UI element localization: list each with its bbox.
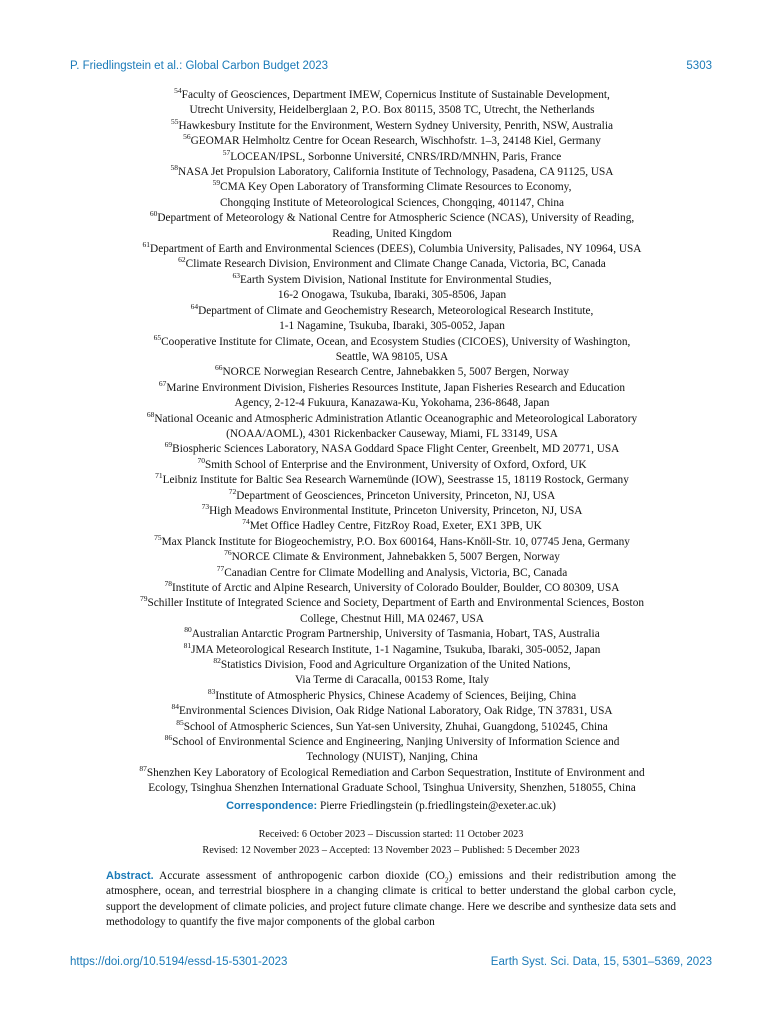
affiliation-line: (NOAA/AOML), 4301 Rickenbacker Causeway, Miami, FL 33149, USA bbox=[226, 427, 558, 440]
affiliation-item bbox=[105, 211, 679, 242]
affiliation-line: Australian Antarctic Program Partnership, University of Tasmania, Hobart, TAS, Australia bbox=[191, 628, 600, 641]
affiliation-item bbox=[105, 134, 679, 149]
affiliation-line: National Oceanic and Atmospheric Administration Atlantic Oceanographic and Meteorological Laboratory bbox=[154, 412, 638, 425]
affiliation-number: 65 bbox=[153, 332, 162, 342]
running-title: P. Friedlingstein et al.: Global Carbon Budget 2023 bbox=[70, 60, 329, 72]
affiliation-item bbox=[105, 658, 679, 689]
affiliation-line: Cooperative Institute for Climate, Ocean, and Ecosystem Studies (CICOES), University of Washington, bbox=[161, 335, 631, 348]
dates-line-2: Revised: 12 November 2023 – Accepted: 13 November 2023 – Published: 5 December 2023 bbox=[202, 844, 580, 856]
affiliation-number: 78 bbox=[164, 579, 173, 589]
affiliation-line: Earth System Division, National Institute for Environmental Studies, bbox=[239, 273, 552, 286]
affiliation-item bbox=[105, 365, 679, 380]
affiliation-line: School of Environmental Science and Engineering, Nanjing University of Information Science and bbox=[172, 736, 620, 749]
affiliation-number: 83 bbox=[207, 687, 216, 697]
affiliation-line: Smith School of Enterprise and the Environment, University of Oxford, Oxford, UK bbox=[204, 458, 587, 471]
affiliation-number: 55 bbox=[171, 117, 179, 127]
affiliation-line: Utrecht University, Heidelberglaan 2, P.O. Box 80115, 3508 TC, Utrecht, the Netherlands bbox=[189, 104, 595, 117]
abstract-label: Abstract. bbox=[106, 870, 154, 882]
affiliation-line: CMA Key Open Laboratory of Transforming Climate Resources to Economy, bbox=[220, 181, 572, 194]
affiliation-item bbox=[105, 242, 679, 257]
affiliation-number: 84 bbox=[171, 702, 179, 712]
affiliation-item bbox=[105, 455, 679, 473]
affiliation-item bbox=[105, 409, 679, 443]
affiliation-line: NORCE Climate & Environment, Jahnebakken 5, 5007 Bergen, Norway bbox=[231, 551, 560, 564]
affiliation-item bbox=[105, 689, 679, 704]
affiliation-line: High Meadows Environmental Institute, Princeton University, Princeton, NJ, USA bbox=[209, 504, 583, 517]
affiliation-number: 72 bbox=[228, 486, 237, 496]
affiliation-number: 66 bbox=[215, 363, 223, 373]
affiliation-number: 63 bbox=[232, 271, 240, 281]
affiliation-item bbox=[105, 273, 679, 304]
publication-dates bbox=[0, 827, 782, 858]
affiliation-number: 87 bbox=[139, 764, 147, 774]
dates-line-1: Received: 6 October 2023 – Discussion started: 11 October 2023 bbox=[258, 829, 524, 840]
affiliation-line: Leibniz Institute for Baltic Sea Research Warnemünde (IOW), Seestrasse 15, 18119 Rostock, Germany bbox=[162, 474, 629, 487]
affiliation-item bbox=[105, 581, 679, 596]
abstract-text-1: Accurate assessment of anthropogenic carbon dioxide (CO bbox=[159, 870, 445, 882]
affiliation-list bbox=[105, 88, 679, 797]
affiliation-line: Ecology, Tsinghua Shenzhen International Graduate School, Tsinghua University, Shenzhen, 518055, China bbox=[148, 782, 636, 795]
doi-link[interactable]: https://doi.org/10.5194/essd-15-5301-2023 bbox=[70, 956, 288, 968]
abstract-subscript: 2 bbox=[444, 875, 449, 885]
affiliation-item bbox=[105, 735, 679, 766]
affiliation-number: 80 bbox=[184, 625, 192, 635]
affiliation-number: 56 bbox=[183, 132, 191, 142]
affiliation-line: Statistics Division, Food and Agriculture Organization of the United Nations, bbox=[220, 659, 571, 672]
affiliation-line: Technology (NUIST), Nanjing, China bbox=[306, 751, 478, 764]
affiliation-line: School of Atmospheric Sciences, Sun Yat-sen University, Zhuhai, Guangdong, 510245, China bbox=[183, 720, 608, 733]
affiliation-line: Faculty of Geosciences, Department IMEW, Copernicus Institute of Sustainable Development, bbox=[181, 89, 610, 101]
affiliation-line: Department of Geosciences, Princeton University, Princeton, NJ, USA bbox=[236, 489, 556, 502]
affiliation-number: 67 bbox=[158, 378, 167, 388]
affiliation-line: Schiller Institute of Integrated Science and Society, Department of Earth and Environmental Sciences, Boston bbox=[147, 597, 644, 610]
affiliation-line: Canadian Centre for Climate Modelling and Analysis, Victoria, BC, Canada bbox=[224, 566, 568, 579]
page-number: 5303 bbox=[686, 60, 712, 72]
affiliation-line: Reading, United Kingdom bbox=[332, 227, 452, 240]
affiliation-line: Department of Meteorology & National Centre for Atmospheric Science (NCAS), University of Reading, bbox=[157, 212, 635, 225]
affiliation-number: 61 bbox=[142, 240, 151, 250]
correspondence-text[interactable]: Pierre Friedlingstein (p.friedlingstein@exeter.ac.uk) bbox=[319, 800, 556, 812]
affiliation-item bbox=[105, 301, 679, 335]
affiliation-number: 81 bbox=[183, 640, 192, 650]
affiliation-line: JMA Meteorological Research Institute, 1-1 Nagamine, Tsukuba, Ibaraki, 305-0052, Japan bbox=[191, 643, 601, 656]
affiliation-line: Department of Earth and Environmental Sciences (DEES), Columbia University, Palisades, NY 10964, USA bbox=[150, 243, 642, 256]
journal-citation: Earth Syst. Sci. Data, 15, 5301–5369, 2023 bbox=[490, 956, 712, 968]
affiliation-number: 58 bbox=[170, 163, 179, 173]
affiliation-number: 77 bbox=[216, 563, 225, 573]
affiliation-number: 69 bbox=[164, 440, 173, 450]
affiliation-number: 86 bbox=[164, 733, 173, 743]
affiliation-item bbox=[105, 519, 679, 534]
affiliation-line: Institute of Arctic and Alpine Research, University of Colorado Boulder, Boulder, CO 80309, USA bbox=[172, 582, 620, 594]
affiliation-number: 71 bbox=[155, 471, 163, 481]
affiliation-number: 79 bbox=[140, 594, 148, 604]
affiliation-number: 68 bbox=[146, 409, 155, 419]
affiliation-item bbox=[105, 627, 679, 642]
affiliation-item bbox=[105, 473, 679, 488]
affiliation-number: 73 bbox=[201, 502, 210, 512]
affiliation-item bbox=[105, 535, 679, 550]
affiliation-number: 74 bbox=[242, 517, 250, 527]
affiliation-line: Max Planck Institute for Biogeochemistry, P.O. Box 600164, Hans-Knöll-Str. 10, 07745 Jena, Germany bbox=[161, 535, 630, 548]
affiliation-number: 76 bbox=[224, 548, 232, 558]
affiliation-line: Climate Research Division, Environment and Climate Change Canada, Victoria, BC, Canada bbox=[185, 258, 606, 271]
affiliation-line: LOCEAN/IPSL, Sorbonne Université, CNRS/IRD/MNHN, Paris, France bbox=[230, 150, 562, 163]
affiliation-line: College, Chestnut Hill, MA 02467, USA bbox=[300, 612, 484, 625]
affiliation-line: GEOMAR Helmholtz Centre for Ocean Research, Wischhofstr. 1–3, 24148 Kiel, Germany bbox=[190, 135, 601, 148]
correspondence-label: Correspondence: bbox=[226, 800, 318, 812]
affiliation-line: 16-2 Onogawa, Tsukuba, Ibaraki, 305-8506, Japan bbox=[277, 289, 507, 302]
affiliation-line: NORCE Norwegian Research Centre, Jahnebakken 5, 5007 Bergen, Norway bbox=[222, 366, 569, 379]
affiliation-line: Seattle, WA 98105, USA bbox=[335, 350, 449, 363]
affiliation-item bbox=[105, 378, 679, 412]
abstract-text-2: ) emissions and their redistribution among the atmosphere, ocean, and terrestrial biosphere in a changing climate is critical to better understand the global carbon cycle, support the development of climate policies, and project future climate change. Here we describe and synthesize data sets and methodology to quantify the five major components of the global carbon bbox=[106, 870, 676, 929]
affiliation-number: 62 bbox=[178, 255, 186, 265]
affiliation-item bbox=[105, 88, 679, 119]
affiliation-item bbox=[105, 165, 679, 180]
affiliation-line: Shenzhen Key Laboratory of Ecological Remediation and Carbon Sequestration, Institute of Environment and bbox=[146, 766, 645, 779]
affiliation-item bbox=[105, 704, 679, 719]
affiliation-number: 57 bbox=[222, 147, 231, 157]
affiliation-number: 70 bbox=[197, 455, 205, 465]
abstract bbox=[106, 869, 676, 931]
affiliation-line: Environmental Sciences Division, Oak Ridge National Laboratory, Oak Ridge, TN 37831, USA bbox=[178, 705, 613, 718]
affiliation-item bbox=[105, 486, 679, 504]
affiliation-line: Chongqing Institute of Meteorological Sciences, Chongqing, 401147, China bbox=[219, 196, 565, 209]
affiliation-item bbox=[105, 180, 679, 211]
affiliation-item bbox=[105, 766, 679, 797]
affiliation-item bbox=[105, 550, 679, 565]
affiliation-line: 1-1 Nagamine, Tsukuba, Ibaraki, 305-0052, Japan bbox=[279, 320, 505, 333]
affiliation-item bbox=[105, 504, 679, 519]
affiliation-number: 85 bbox=[176, 717, 184, 727]
affiliation-item bbox=[105, 596, 679, 627]
affiliation-line: Met Office Hadley Centre, FitzRoy Road, Exeter, EX1 3PB, UK bbox=[249, 520, 542, 533]
affiliation-line: Biospheric Sciences Laboratory, NASA Goddard Space Flight Center, Greenbelt, MD 20771, USA bbox=[172, 443, 620, 456]
affiliation-item bbox=[105, 442, 679, 457]
affiliation-item bbox=[105, 717, 679, 735]
correspondence bbox=[0, 800, 782, 812]
affiliation-line: Agency, 2-12-4 Fukuura, Kanazawa-Ku, Yokohama, 236-8648, Japan bbox=[234, 397, 550, 410]
affiliation-line: Institute of Atmospheric Physics, Chinese Academy of Sciences, Beijing, China bbox=[215, 689, 577, 702]
affiliation-number: 54 bbox=[174, 86, 182, 96]
affiliation-number: 64 bbox=[190, 301, 199, 311]
affiliation-item bbox=[105, 640, 679, 658]
affiliation-line: Department of Climate and Geochemistry Research, Meteorological Research Institute, bbox=[198, 304, 594, 317]
affiliation-line: Hawkesbury Institute for the Environment, Western Sydney University, Penrith, NSW, Australia bbox=[178, 119, 613, 132]
affiliation-number: 60 bbox=[149, 209, 158, 219]
affiliation-item bbox=[105, 332, 679, 366]
affiliation-line: NASA Jet Propulsion Laboratory, California Institute of Technology, Pasadena, CA 91125, USA bbox=[178, 166, 614, 179]
affiliation-item bbox=[105, 119, 679, 134]
affiliation-item bbox=[105, 563, 679, 581]
affiliation-number: 59 bbox=[212, 178, 221, 188]
affiliation-item bbox=[105, 147, 679, 165]
affiliation-line: Marine Environment Division, Fisheries Resources Institute, Japan Fisheries Research and Education bbox=[166, 381, 626, 394]
affiliation-line: Via Terme di Caracalla, 00153 Rome, Italy bbox=[294, 674, 490, 687]
affiliation-number: 82 bbox=[213, 656, 221, 666]
affiliation-number: 75 bbox=[154, 533, 162, 543]
affiliation-item bbox=[105, 257, 679, 272]
